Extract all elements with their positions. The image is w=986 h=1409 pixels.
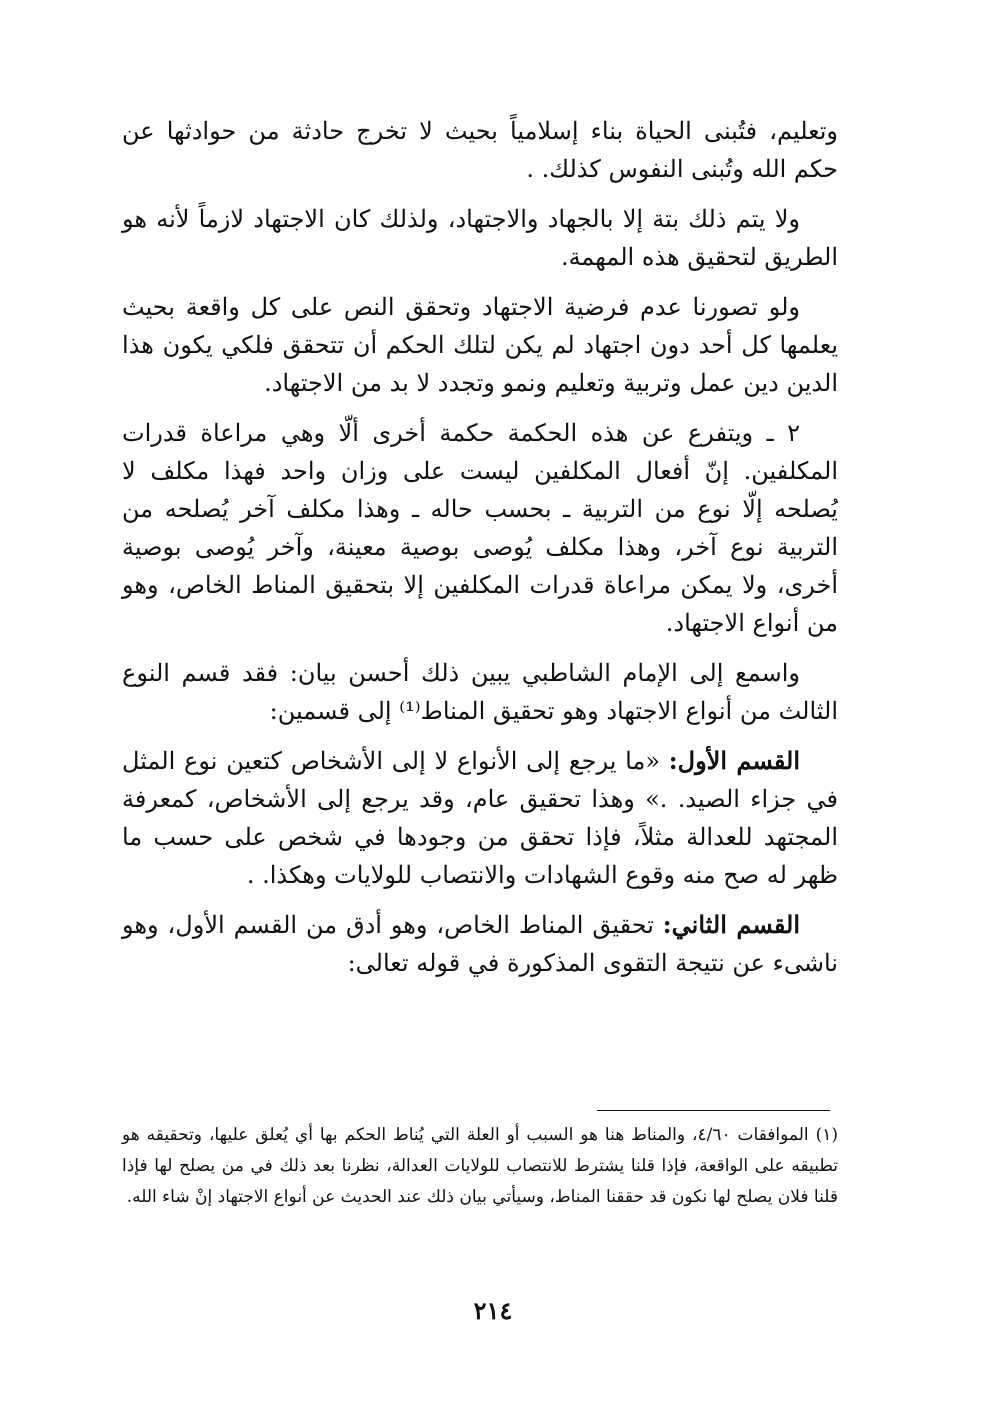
paragraph-7 — [122, 906, 838, 982]
footnote — [122, 1120, 838, 1213]
paragraph-6 — [122, 742, 838, 894]
paragraph-4 — [122, 414, 838, 642]
paragraph-text: واسمع إلى الإمام الشاطبي يبين ذلك أحسن بيان: فقد قسم النوع الثالث من أنواع الاجتهاد وهو تحقيق المناط⁽¹⁾ إلى قسمين: — [122, 659, 838, 725]
paragraph-text: تحقيق المناط الخاص، وهو أدق من القسم الأول، وهو ناشىء عن نتيجة التقوى المذكورة في قوله تعالى: — [122, 911, 838, 977]
paragraph-text: ٢ ـ ويتفرع عن هذه الحكمة حكمة أخرى ألّا وهي مراعاة قدرات المكلفين. إنّ أفعال المكلفين ليست على وزان واحد فهذا مكلف لا يُصلحه إلّا نوع من التربية ـ بحسب حاله ـ وهذا مكلف آخر يُصلحه من التربية نوع آخر، وهذا مكلف يُوصى بوصية معينة، وآخر يُوصى بوصية أخرى، ولا يمكن مراعاة قدرات المكلفين إلا بتحقيق المناط الخاص، وهو من أنواع الاجتهاد. — [122, 419, 838, 637]
paragraph-text: ولو تصورنا عدم فرضية الاجتهاد وتحقق النص على كل واقعة بحيث يعلمها كل أحد دون اجتهاد لم يكن لتلك الحكم أن تتحقق فلكي يكون هذا الدين دين عمل وتربية وتعليم ونمو وتجدد لا بد من الاجتهاد. — [122, 293, 839, 397]
footnote-separator — [597, 1110, 830, 1111]
paragraph-lead: القسم الثاني: — [662, 910, 800, 939]
page-number: ٢١٤ — [473, 1296, 513, 1325]
main-text — [122, 112, 838, 994]
paragraph-text: ولا يتم ذلك بتة إلا بالجهاد والاجتهاد، ولذلك كان الاجتهاد لازماً لأنه هو الطريق لتحقيق هذه المهمة. — [122, 205, 838, 271]
paragraph-5 — [122, 654, 838, 730]
paragraph-3 — [122, 288, 838, 402]
paragraph-2 — [122, 200, 838, 276]
footnote-text: (١) الموافقات ٤/٦٠، والمناط هنا هو السبب أو العلة التي يُناط الحكم بها أي يُعلق عليها، وتحقيقه هو تطبيقه على الواقعة، فإذا قلنا يشترط للانتصاب للولايات العدالة، نظرنا بعد ذلك في من يصلح لها فإذا قلنا فلان يصلح لها نكون قد حققنا المناط، وسيأتي بيان ذلك عند الحديث عن أنواع الاجتهاد إنْ شاء الله. — [122, 1125, 838, 1207]
paragraph-text: وتعليم، فتُبنى الحياة بناء إسلامياً بحيث لا تخرج حادثة من حوادثها عن حكم الله وتُبنى النفوس كذلك. . — [122, 117, 838, 183]
paragraph-1 — [122, 112, 838, 188]
paragraph-text: «ما يرجع إلى الأنواع لا إلى الأشخاص كتعين نوع المثل في جزاء الصيد. .» وهذا تحقيق عام، وقد يرجع إلى الأشخاص، كمعرفة المجتهد للعدالة مثلاً، فإذا تحقق من وجودها في شخص على حسب ما ظهر له صح منه وقوع الشهادات والانتصاب للولايات وهكذا. . — [122, 747, 838, 889]
paragraph-lead: القسم الأول: — [668, 746, 800, 775]
